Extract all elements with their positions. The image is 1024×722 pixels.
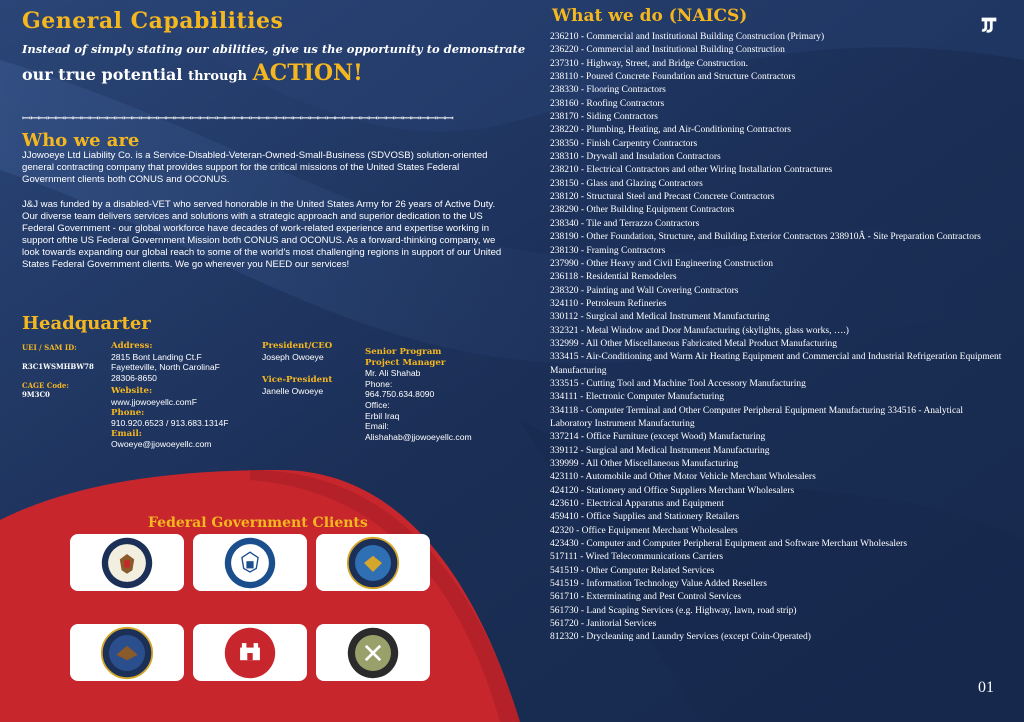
who-paragraph-2: J&J was funded by a disabled-VET who served honorable in the United States Army for 26 years of Active Duty. Our diverse team delivers services and solutions with a strategic approach and superior dedication to the US Federal Government - our global workforce have decades of work-related experience and expertise working in support ofthe US Federal Government Mission both CONUS and OCONUS. As a forward-thinking company, we look towards expanding our global reach to some of the world’s most challenging regions in support of our United States Federal Government clients. We go wherever you NEED our services! — [22, 199, 502, 271]
pm-email-label: Email: — [365, 421, 389, 432]
naics-item: 423430 - Computer and Computer Peripheral Equipment and Software Merchant Wholesalers — [550, 539, 908, 550]
address-block — [111, 341, 229, 450]
naics-item: 334118 - Computer Terminal and Other Computer Peripheral Equipment Manufacturing 334516 - Analytical Laboratory Instrument Manufacturing — [550, 405, 964, 429]
website-label: Website: — [111, 386, 153, 397]
pm-phone: 964.750.634.8090 — [365, 389, 435, 400]
phone-label: Phone: — [111, 407, 145, 418]
naics-item: 541519 - Information Technology Value Added Resellers — [550, 579, 767, 590]
naics-item: 333415 - Air-Conditioning and Warm Air Heating Equipment and Commercial and Industrial Refrigeration Equipment Manufacturing — [550, 352, 1002, 376]
headquarter-title: Headquarter — [22, 313, 151, 334]
naics-item: 334111 - Electronic Computer Manufacturing — [550, 392, 724, 403]
department-of-state-seal — [70, 534, 184, 591]
address-line-1: 2815 Bont Landing Ct.F — [111, 351, 202, 362]
cage-value: 9M3C0 — [22, 390, 50, 399]
naics-item: 238330 - Flooring Contractors — [550, 85, 666, 96]
general-capabilities-title: General Capabilities — [22, 8, 284, 34]
naics-item: 238220 - Plumbing, Heating, and Air-Conditioning Contractors — [550, 125, 791, 136]
cjtf-seal-icon — [346, 626, 400, 680]
naics-item: 42320 - Office Equipment Merchant Wholesalers — [550, 525, 738, 536]
naics-item: 561710 - Exterminating and Pest Control Services — [550, 592, 742, 603]
naics-item: 238130 - Framing Contractors — [550, 245, 666, 256]
naics-item: 337214 - Office Furniture (except Wood) Manufacturing — [550, 432, 766, 443]
naics-item: 238340 - Tile and Terrazzo Contractors — [550, 218, 700, 229]
naics-item: 236220 - Commercial and Institutional Building Construction — [550, 45, 785, 56]
joint-task-force-seal — [316, 624, 430, 681]
homeland-security-seal — [193, 534, 307, 591]
naics-item: 238310 - Drywall and Insulation Contractors — [550, 152, 721, 163]
president-label: President/CEO — [262, 341, 333, 351]
federal-clients-title: Federal Government Clients — [148, 515, 368, 531]
pm-name: Mr. Ali Shahab — [365, 368, 421, 379]
dhs-seal-icon — [223, 536, 277, 590]
naics-item: 238210 - Electrical Contractors and other Wiring Installation Contractures — [550, 165, 833, 176]
naics-item: 238120 - Structural Steel and Precast Concrete Contractors — [550, 192, 775, 203]
naics-item: 237310 - Highway, Street, and Bridge Construction. — [550, 58, 749, 69]
address-line-3: 28306-8650 — [111, 372, 157, 383]
naics-item: 330112 - Surgical and Medical Instrument Manufacturing — [550, 312, 770, 323]
subtitle-part-b: through — [188, 69, 248, 84]
president-name: Joseph Owoeye — [262, 351, 324, 362]
who-we-are-title: Who we are — [22, 130, 140, 151]
naics-item: 424120 - Stationery and Office Suppliers Merchant Wholesalers — [550, 485, 795, 496]
subtitle-line-1: Instead of simply stating our abilities, give us the opportunity to demonstrate — [22, 42, 526, 56]
naics-item: 238350 - Finish Carpentry Contractors — [550, 138, 698, 149]
officers-block — [262, 341, 332, 396]
naics-item: 459410 - Office Supplies and Stationery Retailers — [550, 512, 740, 523]
naics-item: 332999 - All Other Miscellaneous Fabricated Metal Product Manufacturing — [550, 338, 838, 349]
decorative-divider: ꟷꟷꟷꟷꟷꟷꟷꟷꟷꟷꟷꟷꟷꟷꟷꟷꟷꟷꟷꟷꟷꟷꟷꟷꟷꟷꟷꟷꟷꟷꟷꟷꟷꟷꟷꟷꟷꟷꟷꟷꟷꟷꟷꟷꟷꟷꟷꟷꟷꟷꟷ — [22, 113, 454, 125]
address-line-2: Fayetteville, North CarolinaF — [111, 362, 220, 373]
naics-item: 332321 - Metal Window and Door Manufacturing (skylights, glass works, ….) — [550, 325, 849, 336]
naics-item: 324110 - Petroleum Refineries — [550, 298, 667, 309]
naics-item: 237990 - Other Heavy and Civil Engineering Construction — [550, 258, 773, 269]
naics-item: 423610 - Electrical Apparatus and Equipment — [550, 499, 724, 510]
vp-name: Janelle Owoeye — [262, 385, 324, 396]
naics-item: 333515 - Cutting Tool and Machine Tool Accessory Manufacturing — [550, 378, 806, 389]
naics-item: 541519 - Other Computer Related Services — [550, 565, 715, 576]
email-link[interactable]: Owoeye@jjowoeyellc.com — [111, 439, 212, 450]
pm-office-label: Office: — [365, 399, 390, 410]
naics-item: 812320 - Drycleaning and Laundry Services (except Coin-Operated) — [550, 632, 811, 643]
naics-item: 238170 - Siding Contractors — [550, 112, 658, 123]
pm-office: Erbil Iraq — [365, 410, 400, 421]
phone-value: 910.920.6523 / 913.683.1314F — [111, 418, 229, 429]
uei-block — [22, 343, 94, 399]
page-number: 01 — [978, 679, 994, 696]
naics-list — [550, 31, 1005, 645]
vp-label: Vice-President — [262, 375, 333, 386]
who-paragraph-1: JJowoeye Ltd Liability Co. is a Service-Disabled-Veteran-Owned-Small-Business (SDVOSB) solution-oriented general contracting company that provides support for the critical missions of the United States Federal Government clients both CONUS and OCONUS. — [22, 150, 488, 186]
naics-item: 238110 - Poured Concrete Foundation and Structure Contractors — [550, 72, 796, 83]
department-of-defense-seal — [316, 534, 430, 591]
subtitle-action: ACTION! — [252, 60, 363, 86]
email-label: Email: — [111, 428, 142, 439]
subtitle-part-a: our true potential — [22, 65, 183, 84]
naics-item: 238160 - Roofing Contractors — [550, 98, 665, 109]
uei-value: R3C1WSMHBW78 — [22, 362, 94, 371]
naics-item: 236210 - Commercial and Institutional Building Construction (Primary) — [550, 32, 825, 42]
naics-item: 517111 - Wired Telecommunications Carriers — [550, 552, 724, 563]
naics-item: 238190 - Other Foundation, Structure, and Building Exterior Contractors 238910Â - Site Preparation Contractors — [550, 232, 981, 243]
naics-item: 423110 - Automobile and Other Motor Vehicle Merchant Wholesalers — [550, 472, 816, 483]
uei-label: UEI / SAM ID: — [22, 343, 77, 352]
website-link[interactable]: www.jjowoeyellc.comF — [111, 396, 197, 407]
naics-item: 339112 - Surgical and Medical Instrument Manufacturing — [550, 445, 770, 456]
naics-item: 561730 - Land Scaping Services (e.g. Highway, lawn, road strip) — [550, 605, 797, 616]
cage-label: CAGE Code: — [22, 381, 69, 390]
naics-item: 238290 - Other Building Equipment Contractors — [550, 205, 735, 216]
naics-item: 236118 - Residential Remodelers — [550, 272, 677, 283]
address-label: Address: — [111, 341, 153, 351]
naics-title: What we do (NAICS) — [552, 6, 748, 26]
naics-item: 561720 - Janitorial Services — [550, 619, 657, 630]
veterans-affairs-seal — [70, 624, 184, 681]
pm-label-1: Senior Program — [365, 347, 442, 357]
pm-phone-label: Phone: — [365, 378, 393, 389]
pm-block — [365, 347, 472, 442]
naics-item: 238320 - Painting and Wall Covering Contractors — [550, 285, 739, 296]
va-seal-icon — [100, 626, 154, 680]
corps-of-engineers-seal — [193, 624, 307, 681]
pm-email[interactable]: Alishahab@jjowoeyellc.com — [365, 431, 472, 442]
state-seal-icon — [100, 536, 154, 590]
usace-seal-icon — [223, 626, 277, 680]
subtitle-line-2 — [22, 60, 363, 86]
dod-seal-icon — [346, 536, 400, 590]
company-logo-icon — [978, 14, 1000, 36]
naics-item: 238150 - Glass and Glazing Contractors — [550, 178, 703, 189]
naics-item: 339999 - All Other Miscellaneous Manufacturing — [550, 459, 739, 469]
pm-label-2: Project Manager — [365, 357, 446, 368]
